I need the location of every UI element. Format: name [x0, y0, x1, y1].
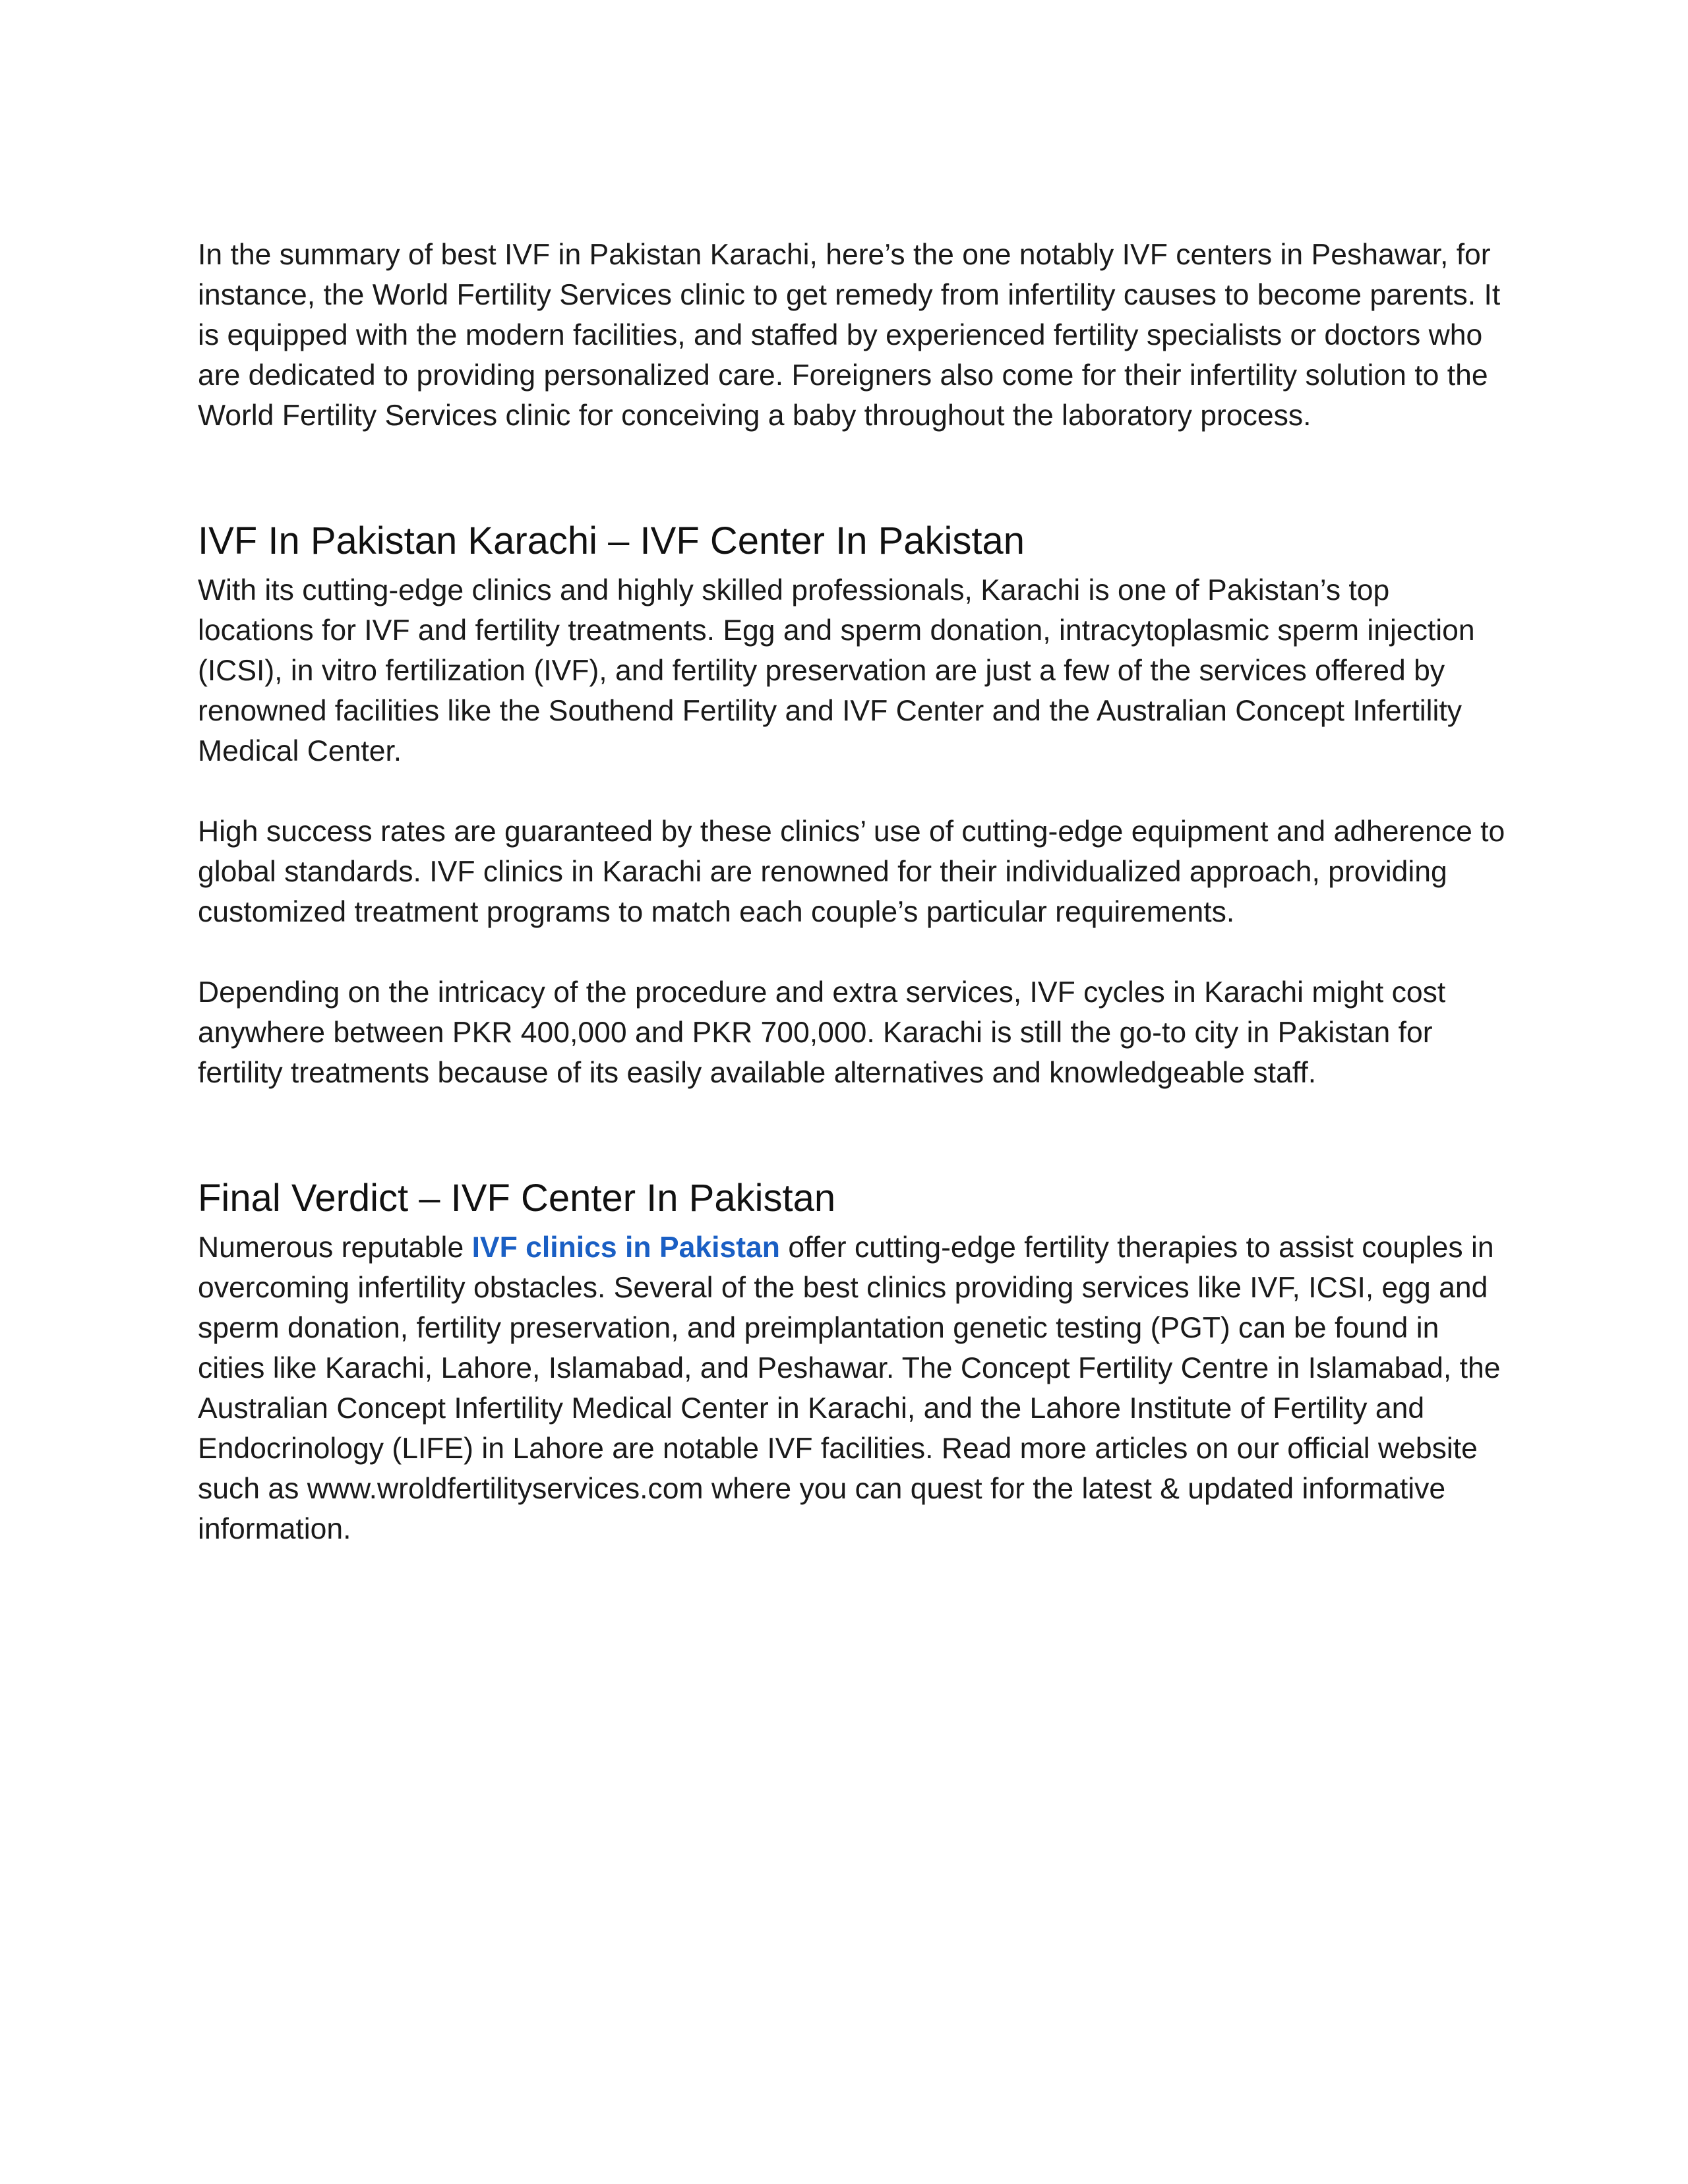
karachi-paragraph-1: With its cutting-edge clinics and highly skilled professionals, Karachi is one of Pakistan’s top locations for IVF and fertility treatments. Egg and sperm donation, intracytoplasmic sperm injection (ICSI), in vitro fertilization (IVF), and fertility preservation are just a few of the services offered by renowned facilities like the Southend Fertility and IVF Center and the Australian Concept Infertility Medical Center.	[198, 574, 1475, 767]
intro-paragraph: In the summary of best IVF in Pakistan Karachi, here’s the one notably IVF centers in Peshawar, for instance, the World Fertility Services clinic to get remedy from infertility causes to become parents. It is equipped with the modern facilities, and staffed by experienced fertility specialists or doctors who are dedicated to providing personalized care. Foreigners also come for their infertility solution to the World Fertility Services clinic for conceiving a baby throughout the laboratory process.	[198, 239, 1501, 432]
verdict-text-before-link: Numerous reputable	[198, 1231, 472, 1264]
verdict-text-after-link: offer cutting-edge fertility therapies to assist couples in overcoming infertility obstacles. Several of the best clinics providing services like IVF, ICSI, egg and sperm donation, fertility preservation, and preimplantation genetic testing (PGT) can be found in cities like Karachi, Lahore, Islamabad, and Peshawar. The Concept Fertility Centre in Islamabad, the Australian Concept Infertility Medical Center in Karachi, and the Lahore Institute of Fertility and Endocrinology (LIFE) in Lahore are notable IVF facilities. Read more articles on our official website such as www.wroldfertilityservices.com where you can quest for the latest & updated informative information.	[198, 1231, 1501, 1545]
karachi-section-heading: IVF In Pakistan Karachi – IVF Center In Pakistan	[198, 519, 1025, 562]
ivf-clinics-link[interactable]: IVF clinics in Pakistan	[471, 1231, 780, 1264]
paragraph-spacer	[198, 932, 1510, 972]
document-page	[198, 235, 1510, 1549]
verdict-paragraph	[198, 1227, 1510, 1549]
karachi-paragraph-3: Depending on the intricacy of the procedure and extra services, IVF cycles in Karachi might cost anywhere between PKR 400,000 and PKR 700,000. Karachi is still the go-to city in Pakistan for fertility treatments because of its easily available alternatives and knowledgeable staff.	[198, 976, 1446, 1089]
paragraph-spacer	[198, 771, 1510, 812]
karachi-paragraph-2: High success rates are guaranteed by these clinics’ use of cutting-edge equipment and adherence to global standards. IVF clinics in Karachi are renowned for their individualized approach, providing customized treatment programs to match each couple’s particular requirements.	[198, 815, 1505, 928]
verdict-section-heading: Final Verdict – IVF Center In Pakistan	[198, 1177, 836, 1220]
